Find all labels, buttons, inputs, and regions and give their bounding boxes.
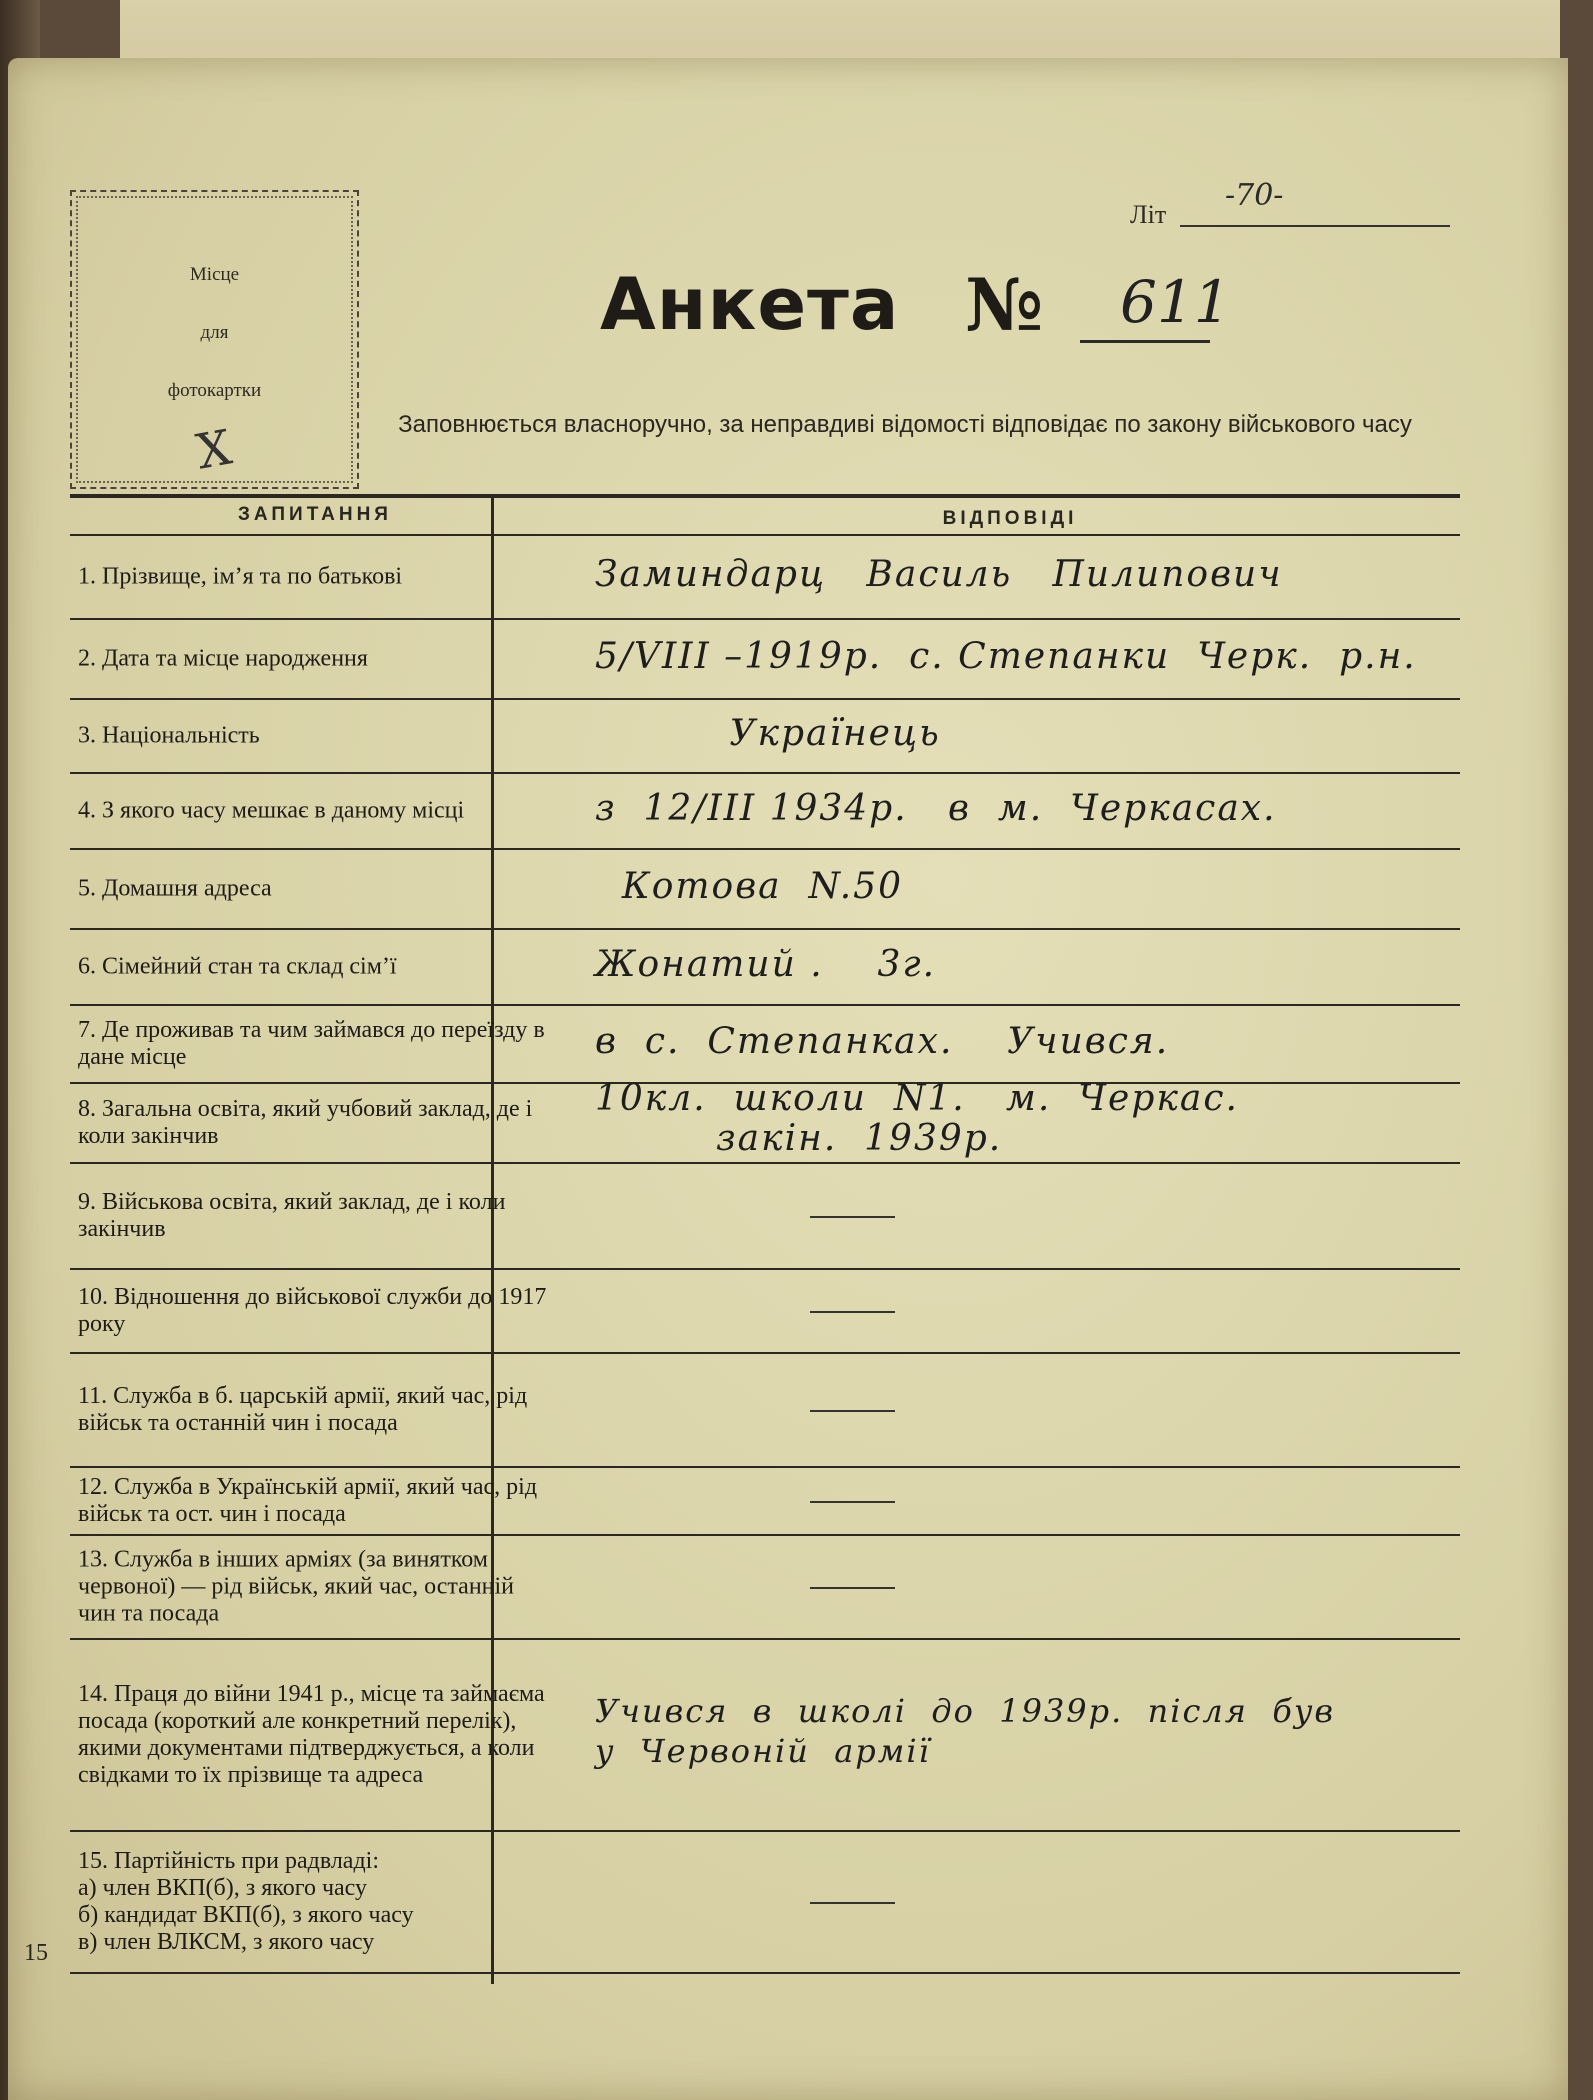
table-row: [70, 1270, 1460, 1354]
form-instruction: Заповнюється власноручно, за неправдиві відомості відповідає по закону військового часу: [398, 411, 1412, 438]
lit-underline: [1180, 225, 1450, 227]
table-row: [70, 774, 1460, 850]
answers-header: ВІДПОВІДІ: [942, 508, 1078, 529]
table-row: [70, 1354, 1460, 1468]
table-row: [70, 1164, 1460, 1270]
answer-value: з 12/III 1934р. в м. Черкасах.: [595, 788, 1277, 829]
answer-value: Жонатий . 3г.: [595, 944, 937, 985]
table-row: [70, 1006, 1460, 1084]
lit-label: Літ: [1130, 200, 1167, 229]
table-row: [70, 1832, 1460, 1974]
answer-value: 10кл. школи N1. м. Черкас. закін. 1939р.: [595, 1078, 1239, 1159]
empty-answer-dash: [810, 1587, 895, 1589]
table-row: [70, 700, 1460, 774]
table-header: [70, 494, 1460, 536]
question-label: 9. Військова освіта, який заклад, де і коли закінчив: [78, 1189, 506, 1242]
table-row: [70, 1536, 1460, 1640]
question-label: 12. Служба в Українській армії, який час, рід військ та ост. чин і посада: [78, 1474, 538, 1527]
lit-value: -70-: [1225, 178, 1284, 213]
answer-value: Учився в школі до 1939р. після був у Червоній армії: [595, 1692, 1336, 1770]
table-row: [70, 1468, 1460, 1536]
question-label: 14. Праця до війни 1941 р., місце та займаєма посада (короткий але конкретний перелік), якими документами підтверджується, а коли свідками то їх прізвище та адреса: [78, 1681, 545, 1788]
empty-answer-dash: [810, 1216, 895, 1218]
photo-label-2: для: [200, 322, 229, 343]
questionnaire-table: [70, 494, 1460, 1974]
question-label: 2. Дата та місце народження: [78, 645, 368, 672]
photo-cross-mark: X: [192, 419, 236, 481]
form-title: Анкета: [600, 262, 900, 346]
answer-value: Заминдарц Василь Пилипович: [595, 554, 1283, 595]
form-number: 611: [1120, 268, 1231, 336]
question-label: 11. Служба в б. царській армії, який час, рід військ та останній чин і посада: [78, 1383, 528, 1436]
question-label: 6. Сімейний стан та склад сім’ї: [78, 953, 397, 980]
empty-answer-dash: [810, 1501, 895, 1503]
photo-label-1: Місце: [189, 264, 240, 285]
question-label: 3. Національність: [78, 722, 260, 749]
question-label: 8. Загальна освіта, який учбовий заклад, де і коли закінчив: [78, 1096, 533, 1149]
question-label: 13. Служба в інших арміях (за винятком червоної) — рід військ, який час, останній чин та посада: [78, 1546, 515, 1627]
question-label: 7. Де проживав та чим займався до переїзду в дане місце: [78, 1017, 545, 1070]
answer-value: Котова N.50: [595, 866, 903, 907]
table-row: [70, 620, 1460, 700]
question-label: 5. Домашня адреса: [78, 875, 272, 902]
number-sign: №: [965, 262, 1044, 347]
table-row: [70, 1640, 1460, 1832]
table-row: [70, 850, 1460, 930]
question-label: 1. Прізвище, ім’я та по батькові: [78, 563, 403, 590]
photo-label-3: фотокартки: [167, 380, 262, 401]
photo-placeholder: [70, 190, 359, 489]
answer-value: Українець: [595, 713, 941, 754]
question-label: 4. З якого часу мешкає в даному місці: [78, 797, 465, 824]
margin-note: 15: [24, 1940, 48, 1966]
answer-value: в с. Степанках. Учився.: [595, 1021, 1170, 1062]
empty-answer-dash: [810, 1410, 895, 1412]
empty-answer-dash: [810, 1902, 895, 1904]
empty-answer-dash: [810, 1311, 895, 1313]
table-row: [70, 930, 1460, 1006]
table-row: [70, 1078, 1460, 1164]
answer-value: 5/VIII –1919р. с. Степанки Черк. р.н.: [595, 636, 1417, 677]
table-row: [70, 536, 1460, 620]
questions-header: ЗАПИТАННЯ: [238, 504, 392, 525]
question-label: 15. Партійність при радвладі: а) член ВКП(б), з якого часу б) кандидат ВКП(б), з якого часу в) член ВЛКСМ, з якого часу: [78, 1848, 414, 1955]
question-label: 10. Відношення до військової служби до 1917 року: [78, 1284, 547, 1337]
number-underline: [1080, 340, 1210, 343]
